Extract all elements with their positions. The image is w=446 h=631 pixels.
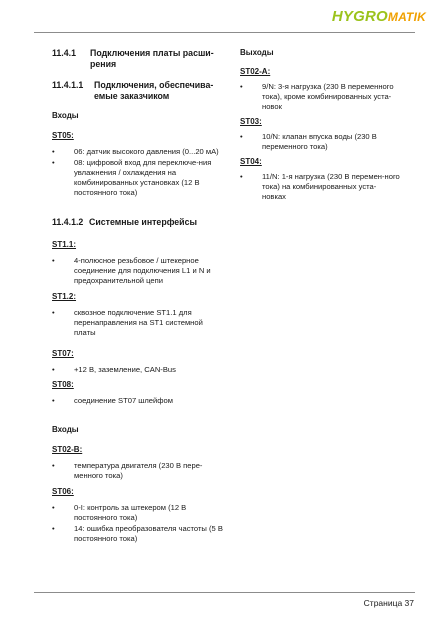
st02-a-list (240, 82, 400, 112)
inputs-subheading: Входы (52, 111, 79, 120)
right-column (240, 48, 400, 203)
inputs-subheading: Входы (52, 425, 79, 434)
section-number: 11.4.1.2 (52, 217, 84, 227)
list-item: • 06: датчик высокого давления (0...20 мА) (52, 147, 224, 157)
outputs-subheading: Выходы (240, 48, 274, 57)
connector-label-st07: ST07: (52, 349, 74, 358)
st07-list (52, 365, 224, 375)
st1-1-list (52, 256, 224, 286)
page-number: Страница 37 (363, 598, 414, 608)
connector-label-st08: ST08: (52, 380, 74, 389)
section-title: Подключения, обеспечива-емые заказчиком (94, 80, 214, 101)
section-number: 11.4.1 (52, 48, 76, 58)
connector-label-st05: ST05: (52, 131, 74, 140)
left-column (52, 48, 224, 545)
list-item: • 9/N: 3-я нагрузка (230 В переменного тока), кроме комбинированных уста-новок (240, 82, 400, 112)
list-item: • 4-полюсное резьбовое / штекерное соединение для подключения L1 и N и предохранительной цепи (52, 256, 224, 286)
section-title: Системные интерфейсы (89, 217, 197, 227)
footer-divider (34, 592, 415, 593)
connector-label-st04: ST04: (240, 157, 262, 166)
logo-main: HYGRO (331, 8, 388, 25)
list-item: • 11/N: 1-я нагрузка (230 В перемен-ного тока) на комбинированных уста-новках (240, 172, 400, 202)
connector-label-st06: ST06: (52, 487, 74, 496)
st05-list (52, 147, 224, 198)
hygromatik-logo (332, 9, 426, 24)
st04-list (240, 172, 400, 202)
list-item: • 0-I: контроль за штекером (12 В постоянного тока) (52, 503, 224, 523)
list-item: • +12 В, заземление, CAN-Bus (52, 365, 224, 375)
logo-suffix: MATIK (387, 10, 426, 24)
list-item: • 10/N: клапан впуска воды (230 В переменного тока) (240, 132, 400, 152)
section-heading-11-4-1 (52, 48, 224, 70)
st02-b-list (52, 461, 224, 481)
list-item: • температура двигателя (230 В пере-менного тока) (52, 461, 224, 481)
st03-list (240, 132, 400, 152)
section-number: 11.4.1.1 (52, 80, 84, 90)
connector-label-st1-2: ST1.2: (52, 292, 77, 301)
connector-label-st1-1: ST1.1: (52, 240, 77, 249)
header-divider (34, 32, 415, 33)
section-heading-11-4-1-1 (52, 80, 224, 102)
section-title: Подключения платы расши-рения (90, 48, 214, 69)
connector-label-st03: ST03: (240, 117, 262, 126)
connector-label-st02-a: ST02-A: (240, 67, 271, 76)
list-item: • сквозное подключение ST1.1 для перенаправления на ST1 системной платы (52, 308, 224, 338)
st06-list (52, 503, 224, 544)
st1-2-list (52, 308, 224, 338)
list-item: • 14: ошибка преобразователя частоты (5 В постоянного тока) (52, 524, 224, 544)
st08-list (52, 396, 224, 406)
connector-label-st02-b: ST02-B: (52, 445, 83, 454)
section-heading-11-4-1-2 (52, 217, 224, 228)
list-item: • соединение ST07 шлейфом (52, 396, 224, 406)
list-item: • 08: цифровой вход для переключе-ния увлажнения / охлаждения на комбинированных установках (12 В постоянного тока) (52, 158, 224, 198)
